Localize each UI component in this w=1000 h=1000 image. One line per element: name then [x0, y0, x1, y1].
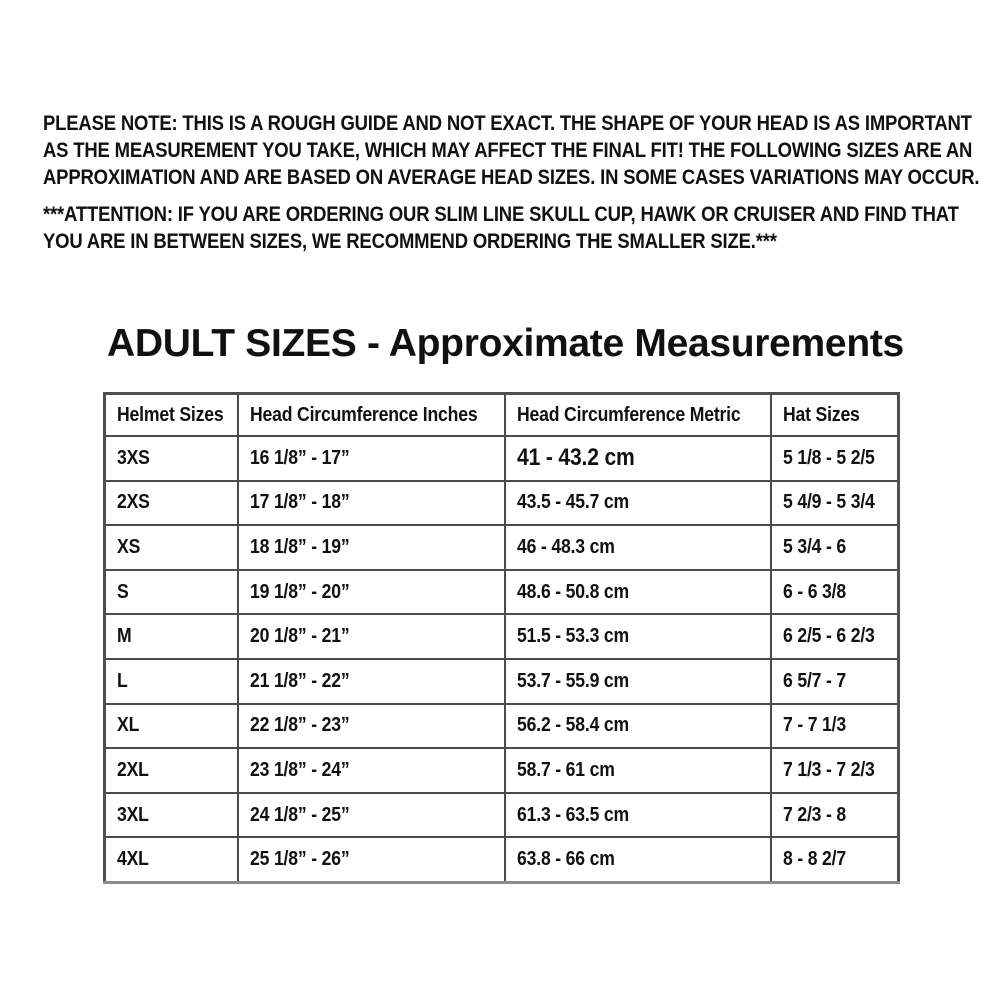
table-row: [105, 614, 899, 659]
cell-value: 5 1/8 - 5 2/5: [782, 446, 875, 469]
cell-value: 6 5/7 - 7: [782, 669, 846, 692]
cell-inches: [238, 481, 505, 526]
cell-value: 18 1/8” - 19”: [249, 535, 349, 558]
cell-value: 5 4/9 - 5 3/4: [782, 491, 875, 514]
cell-value: 7 1/3 - 7 2/3: [782, 758, 875, 781]
table-row: [105, 837, 899, 882]
cell-value: 4XL: [117, 848, 149, 871]
cell-value: 2XL: [117, 758, 149, 781]
cell-value: 58.7 - 61 cm: [516, 758, 615, 781]
cell-helmet-size: [105, 704, 238, 749]
cell-metric: [505, 614, 771, 659]
cell-value: M: [117, 625, 132, 648]
cell-metric: [505, 525, 771, 570]
col-header-hat-sizes: [771, 394, 899, 437]
cell-helmet-size: [105, 837, 238, 882]
cell-value: 17 1/8” - 18”: [249, 491, 349, 514]
please-note-line: PLEASE NOTE: THIS IS A ROUGH GUIDE AND NOT EXACT. THE SHAPE OF YOUR HEAD IS AS IMPORTANT: [43, 112, 972, 135]
cell-value: XL: [117, 714, 140, 737]
col-header-head-circumference-inches: [238, 394, 505, 437]
cell-value: 6 - 6 3/8: [782, 580, 846, 603]
cell-inches: [238, 793, 505, 838]
cell-inches: [238, 570, 505, 615]
table-header-row: [105, 394, 899, 437]
cell-metric: [505, 570, 771, 615]
cell-helmet-size: [105, 614, 238, 659]
cell-inches: [238, 525, 505, 570]
cell-value: 56.2 - 58.4 cm: [516, 714, 629, 737]
cell-hat-size: [771, 436, 899, 481]
col-header-helmet-sizes: [105, 394, 238, 437]
cell-value: 3XS: [117, 446, 150, 469]
cell-hat-size: [771, 837, 899, 882]
cell-hat-size: [771, 481, 899, 526]
col-header-label: Helmet Sizes: [117, 403, 224, 426]
cell-value: 3XL: [117, 803, 149, 826]
cell-value: 41 - 43.2 cm: [516, 444, 635, 472]
page-title: ADULT SIZES - Approximate Measurements: [107, 322, 904, 365]
cell-helmet-size: [105, 659, 238, 704]
cell-hat-size: [771, 704, 899, 749]
cell-hat-size: [771, 525, 899, 570]
cell-inches: [238, 837, 505, 882]
attention-line: YOU ARE IN BETWEEN SIZES, WE RECOMMEND ORDERING THE SMALLER SIZE.***: [43, 230, 777, 253]
cell-helmet-size: [105, 793, 238, 838]
cell-metric: [505, 704, 771, 749]
cell-inches: [238, 704, 505, 749]
cell-inches: [238, 659, 505, 704]
cell-metric: [505, 837, 771, 882]
cell-helmet-size: [105, 481, 238, 526]
table-row: [105, 659, 899, 704]
cell-metric: [505, 481, 771, 526]
please-note-line: APPROXIMATION AND ARE BASED ON AVERAGE HEAD SIZES. IN SOME CASES VARIATIONS MAY OCCUR.: [43, 166, 980, 189]
cell-value: 7 2/3 - 8: [782, 803, 846, 826]
cell-value: 25 1/8” - 26”: [249, 848, 349, 871]
cell-helmet-size: [105, 436, 238, 481]
cell-value: 63.8 - 66 cm: [516, 848, 615, 871]
cell-hat-size: [771, 659, 899, 704]
cell-helmet-size: [105, 525, 238, 570]
col-header-head-circumference-metric: [505, 394, 771, 437]
cell-value: 7 - 7 1/3: [782, 714, 846, 737]
cell-value: 43.5 - 45.7 cm: [516, 491, 629, 514]
cell-inches: [238, 748, 505, 793]
please-note-line: AS THE MEASUREMENT YOU TAKE, WHICH MAY AFFECT THE FINAL FIT! THE FOLLOWING SIZES ARE AN: [43, 139, 973, 162]
attention-line: ***ATTENTION: IF YOU ARE ORDERING OUR SLIM LINE SKULL CUP, HAWK OR CRUISER AND FIND THAT: [43, 203, 959, 226]
attention-paragraph: [43, 201, 1000, 255]
please-note-paragraph: [43, 110, 1000, 191]
cell-helmet-size: [105, 748, 238, 793]
cell-hat-size: [771, 570, 899, 615]
cell-value: L: [117, 669, 128, 692]
table-row: [105, 704, 899, 749]
cell-metric: [505, 748, 771, 793]
cell-metric: [505, 793, 771, 838]
adult-sizes-table: [103, 392, 900, 884]
cell-value: 6 2/5 - 6 2/3: [782, 625, 875, 648]
cell-helmet-size: [105, 570, 238, 615]
cell-value: 51.5 - 53.3 cm: [516, 625, 629, 648]
cell-value: 2XS: [117, 491, 150, 514]
table-row: [105, 481, 899, 526]
cell-value: 22 1/8” - 23”: [249, 714, 349, 737]
cell-value: XS: [117, 535, 141, 558]
cell-value: 23 1/8” - 24”: [249, 758, 349, 781]
cell-value: 61.3 - 63.5 cm: [516, 803, 629, 826]
col-header-label: Head Circumference Inches: [249, 403, 477, 426]
table-row: [105, 436, 899, 481]
table-row: [105, 748, 899, 793]
cell-hat-size: [771, 793, 899, 838]
cell-value: 46 - 48.3 cm: [516, 535, 615, 558]
table-row: [105, 525, 899, 570]
cell-value: S: [117, 580, 129, 603]
cell-metric: [505, 659, 771, 704]
cell-inches: [238, 614, 505, 659]
cell-value: 21 1/8” - 22”: [249, 669, 349, 692]
cell-hat-size: [771, 614, 899, 659]
col-header-label: Hat Sizes: [782, 403, 860, 426]
col-header-label: Head Circumference Metric: [516, 403, 741, 426]
cell-value: 5 3/4 - 6: [782, 535, 846, 558]
cell-value: 20 1/8” - 21”: [249, 625, 349, 648]
cell-value: 16 1/8” - 17”: [249, 446, 349, 469]
table-row: [105, 570, 899, 615]
cell-value: 19 1/8” - 20”: [249, 580, 349, 603]
cell-value: 48.6 - 50.8 cm: [516, 580, 629, 603]
cell-value: 53.7 - 55.9 cm: [516, 669, 629, 692]
cell-value: 8 - 8 2/7: [782, 848, 846, 871]
cell-metric: [505, 436, 771, 481]
cell-value: 24 1/8” - 25”: [249, 803, 349, 826]
cell-hat-size: [771, 748, 899, 793]
table-row: [105, 793, 899, 838]
cell-inches: [238, 436, 505, 481]
